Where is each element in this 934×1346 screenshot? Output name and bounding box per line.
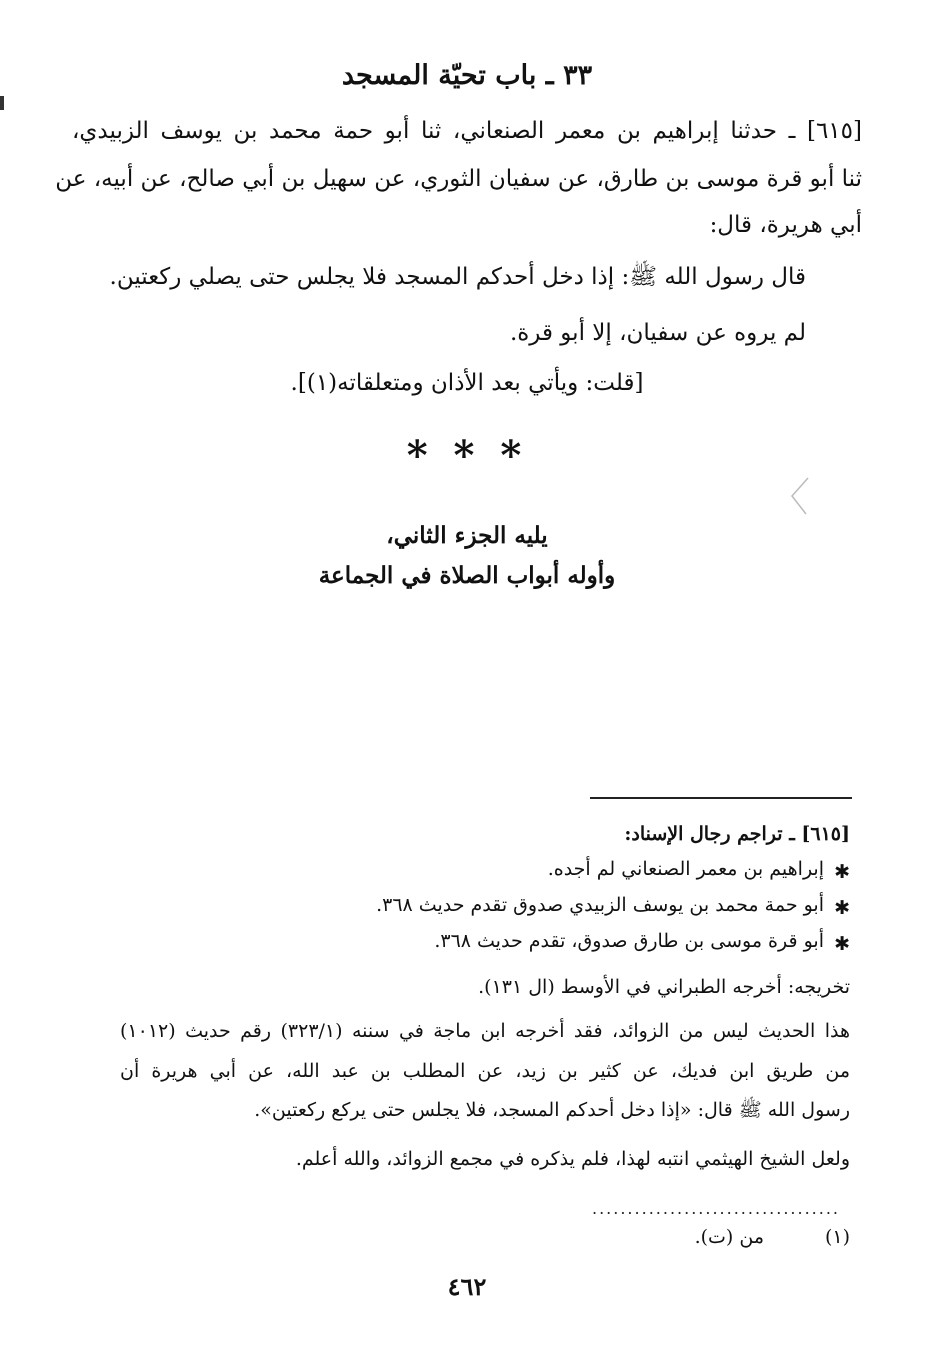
chapter-title: ٣٣ ـ باب تحيّة المسجد — [341, 60, 593, 91]
next-part-line: يليه الجزء الثاني، — [386, 522, 548, 549]
footnote-text: من (ت). — [694, 1226, 764, 1248]
margin-mark — [0, 96, 4, 110]
note-line: رسول الله ﷺ قال: «إذا دخل أحدكم المسجد، فلا يجلس حتى يركع ركعتين». — [254, 1099, 850, 1121]
note-line: من طريق ابن فديك، عن كثير بن زيد، عن المطلب بن عبد الله، عن أبي هريرة أن — [120, 1060, 850, 1082]
footnote-number: (١) — [824, 1226, 850, 1248]
narrator-bio: أبو حمة محمد بن يوسف الزبيدي صدوق تقدم حديث ٣٦٨. — [376, 894, 824, 916]
bullet-icon: ✱ — [834, 933, 850, 955]
note-line: ولعل الشيخ الهيثمي انتبه لهذا، فلم يذكره في مجمع الزوائد، والله أعلم. — [295, 1148, 850, 1170]
narrator-bio: إبراهيم بن معمر الصنعاني لم أجده. — [547, 858, 824, 880]
scan-artifact — [788, 476, 814, 516]
bullet-icon: ✱ — [834, 897, 850, 919]
footnote-divider — [590, 797, 852, 799]
takhrij-line: تخريجه: أخرجه الطبراني في الأوسط (ال ١٣١). — [478, 976, 850, 998]
bullet-icon: ✱ — [834, 861, 850, 883]
next-part-title: وأوله أبواب الصلاة في الجماعة — [318, 562, 616, 589]
footnote-dots: ................................... — [592, 1199, 841, 1218]
narrator-bio: أبو قرة موسى بن طارق صدوق، تقدم حديث ٣٦٨. — [434, 930, 824, 952]
note-line: هذا الحديث ليس من الزوائد، فقد أخرجه ابن ماجة في سننه (٣٢٣/١) رقم حديث (١٠١٢) — [120, 1020, 850, 1042]
footnote-heading: [٦١٥] ـ تراجم رجال الإسناد: — [624, 823, 850, 845]
editor-note: [قلت: ويأتي بعد الأذان ومتعلقاته(١)]. — [290, 370, 644, 396]
section-separator: * * * — [406, 432, 528, 479]
hadith-matn: قال رسول الله ﷺ: إذا دخل أحدكم المسجد فلا يجلس حتى يصلي ركعتين. — [109, 264, 806, 290]
hadith-line: [٦١٥] ـ حدثنا إبراهيم بن معمر الصنعاني، ثنا أبو حمة محمد بن يوسف الزبيدي، — [72, 118, 862, 144]
hadith-line: أبي هريرة، قال: — [709, 212, 862, 238]
hadith-comment: لم يروه عن سفيان، إلا أبو قرة. — [509, 320, 806, 346]
hadith-line: ثنا أبو قرة موسى بن طارق، عن سفيان الثوري، عن سهيل بن أبي صالح، عن أبيه، عن — [55, 166, 862, 192]
page-number: ٤٦٢ — [447, 1272, 487, 1301]
